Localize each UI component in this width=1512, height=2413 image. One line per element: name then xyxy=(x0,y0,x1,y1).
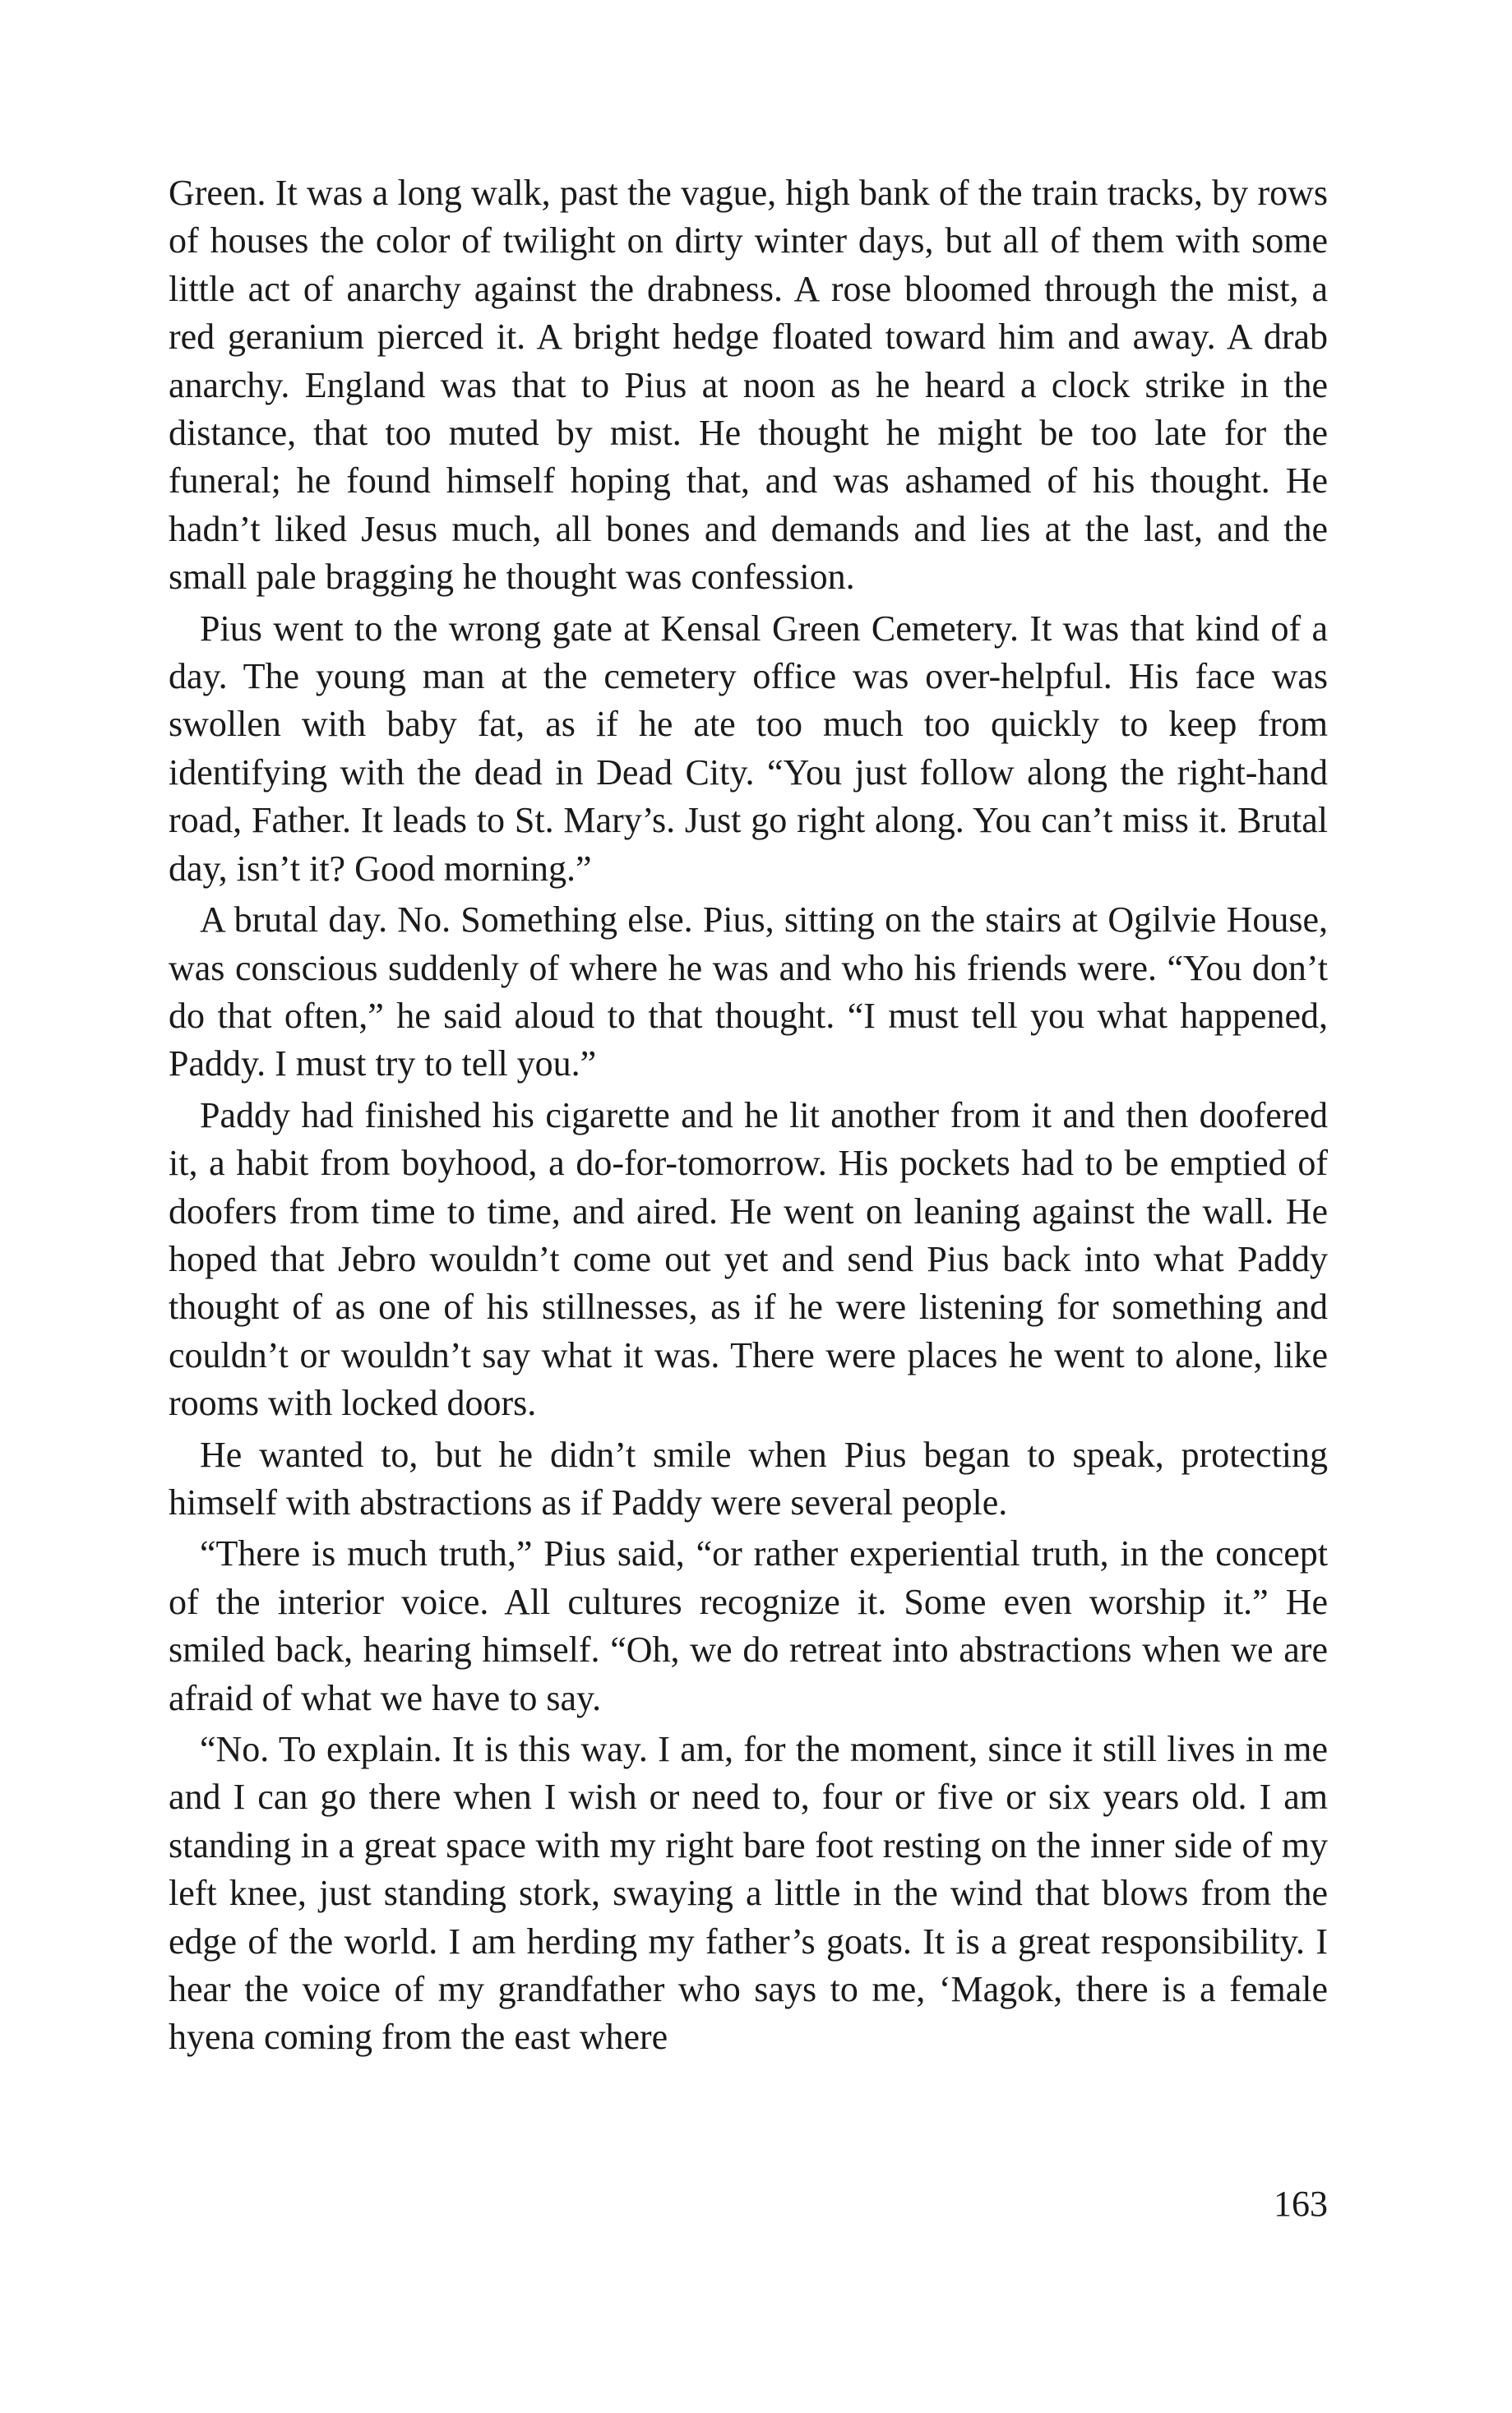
paragraph-7: “No. To explain. It is this way. I am, for the moment, since it still lives in me and I can go there when I wish or need to, four or five or six years old. I am standing in a great space with my right bare foot resting on the inner side of my left knee, just standing stork, swaying a little in the wind that blows from the edge of the world. I am herding my father’s goats. It is a great responsibility. I hear the voice of my grandfather who says to me, ‘Magok, there is a female hyena coming from the east where xyxy=(169,1729,1328,2058)
paragraph-4: Paddy had finished his cigarette and he lit another from it and then doofered it, a habit from boyhood, a do-for-tomorrow. His pockets had to be emptied of doofers from time to time, and aired. He went on leaning against the wall. He hoped that Jebro wouldn’t come out yet and send Pius back into what Paddy thought of as one of his stillnesses, as if he were listening for something and couldn’t or wouldn’t say what it was. There were places he went to alone, like rooms with locked doors. xyxy=(169,1094,1328,1424)
paragraph-3: A brutal day. No. Something else. Pius, sitting on the stairs at Ogilvie House, was conscious suddenly of where he was and who his friends were. “You don’t do that often,” he said aloud to that thought. “I must tell you what happened, Paddy. I must try to tell you.” xyxy=(169,899,1328,1084)
paragraph-2: Pius went to the wrong gate at Kensal Green Cemetery. It was that kind of a day. The young man at the cemetery office was over-helpful. His face was swollen with baby fat, as if he ate too much too quickly to keep from identifying with the dead in Dead City. “You just follow along the right-hand road, Father. It leads to St. Mary’s. Just go right along. You can’t miss it. Brutal day, isn’t it? Good morning.” xyxy=(169,608,1328,889)
paragraph-1: Green. It was a long walk, past the vague, high bank of the train tracks, by rows of houses the color of twilight on dirty winter days, but all of them with some little act of anarchy against the drabness. A rose bloomed through the mist, a red geranium pierced it. A bright hedge floated toward him and away. A drab anarchy. England was that to Pius at noon as he heard a clock strike in the distance, that too muted by mist. He thought he might be too late for the funeral; he found himself hoping that, and was ashamed of his thought. He hadn’t liked Jesus much, all bones and demands and lies at the last, and the small pale bragging he thought was confession. xyxy=(169,173,1328,598)
page-number: 163 xyxy=(1274,2184,1328,2224)
paragraph-5: He wanted to, but he didn’t smile when Pius began to speak, protecting himself with abstractions as if Paddy were several people. xyxy=(169,1434,1328,1523)
body-text xyxy=(169,169,1328,2062)
paragraph-6: “There is much truth,” Pius said, “or rather experiential truth, in the concept of the interior voice. All cultures recognize it. Some even worship it.” He smiled back, hearing himself. “Oh, we do retreat into abstractions when we are afraid of what we have to say. xyxy=(169,1533,1328,1718)
